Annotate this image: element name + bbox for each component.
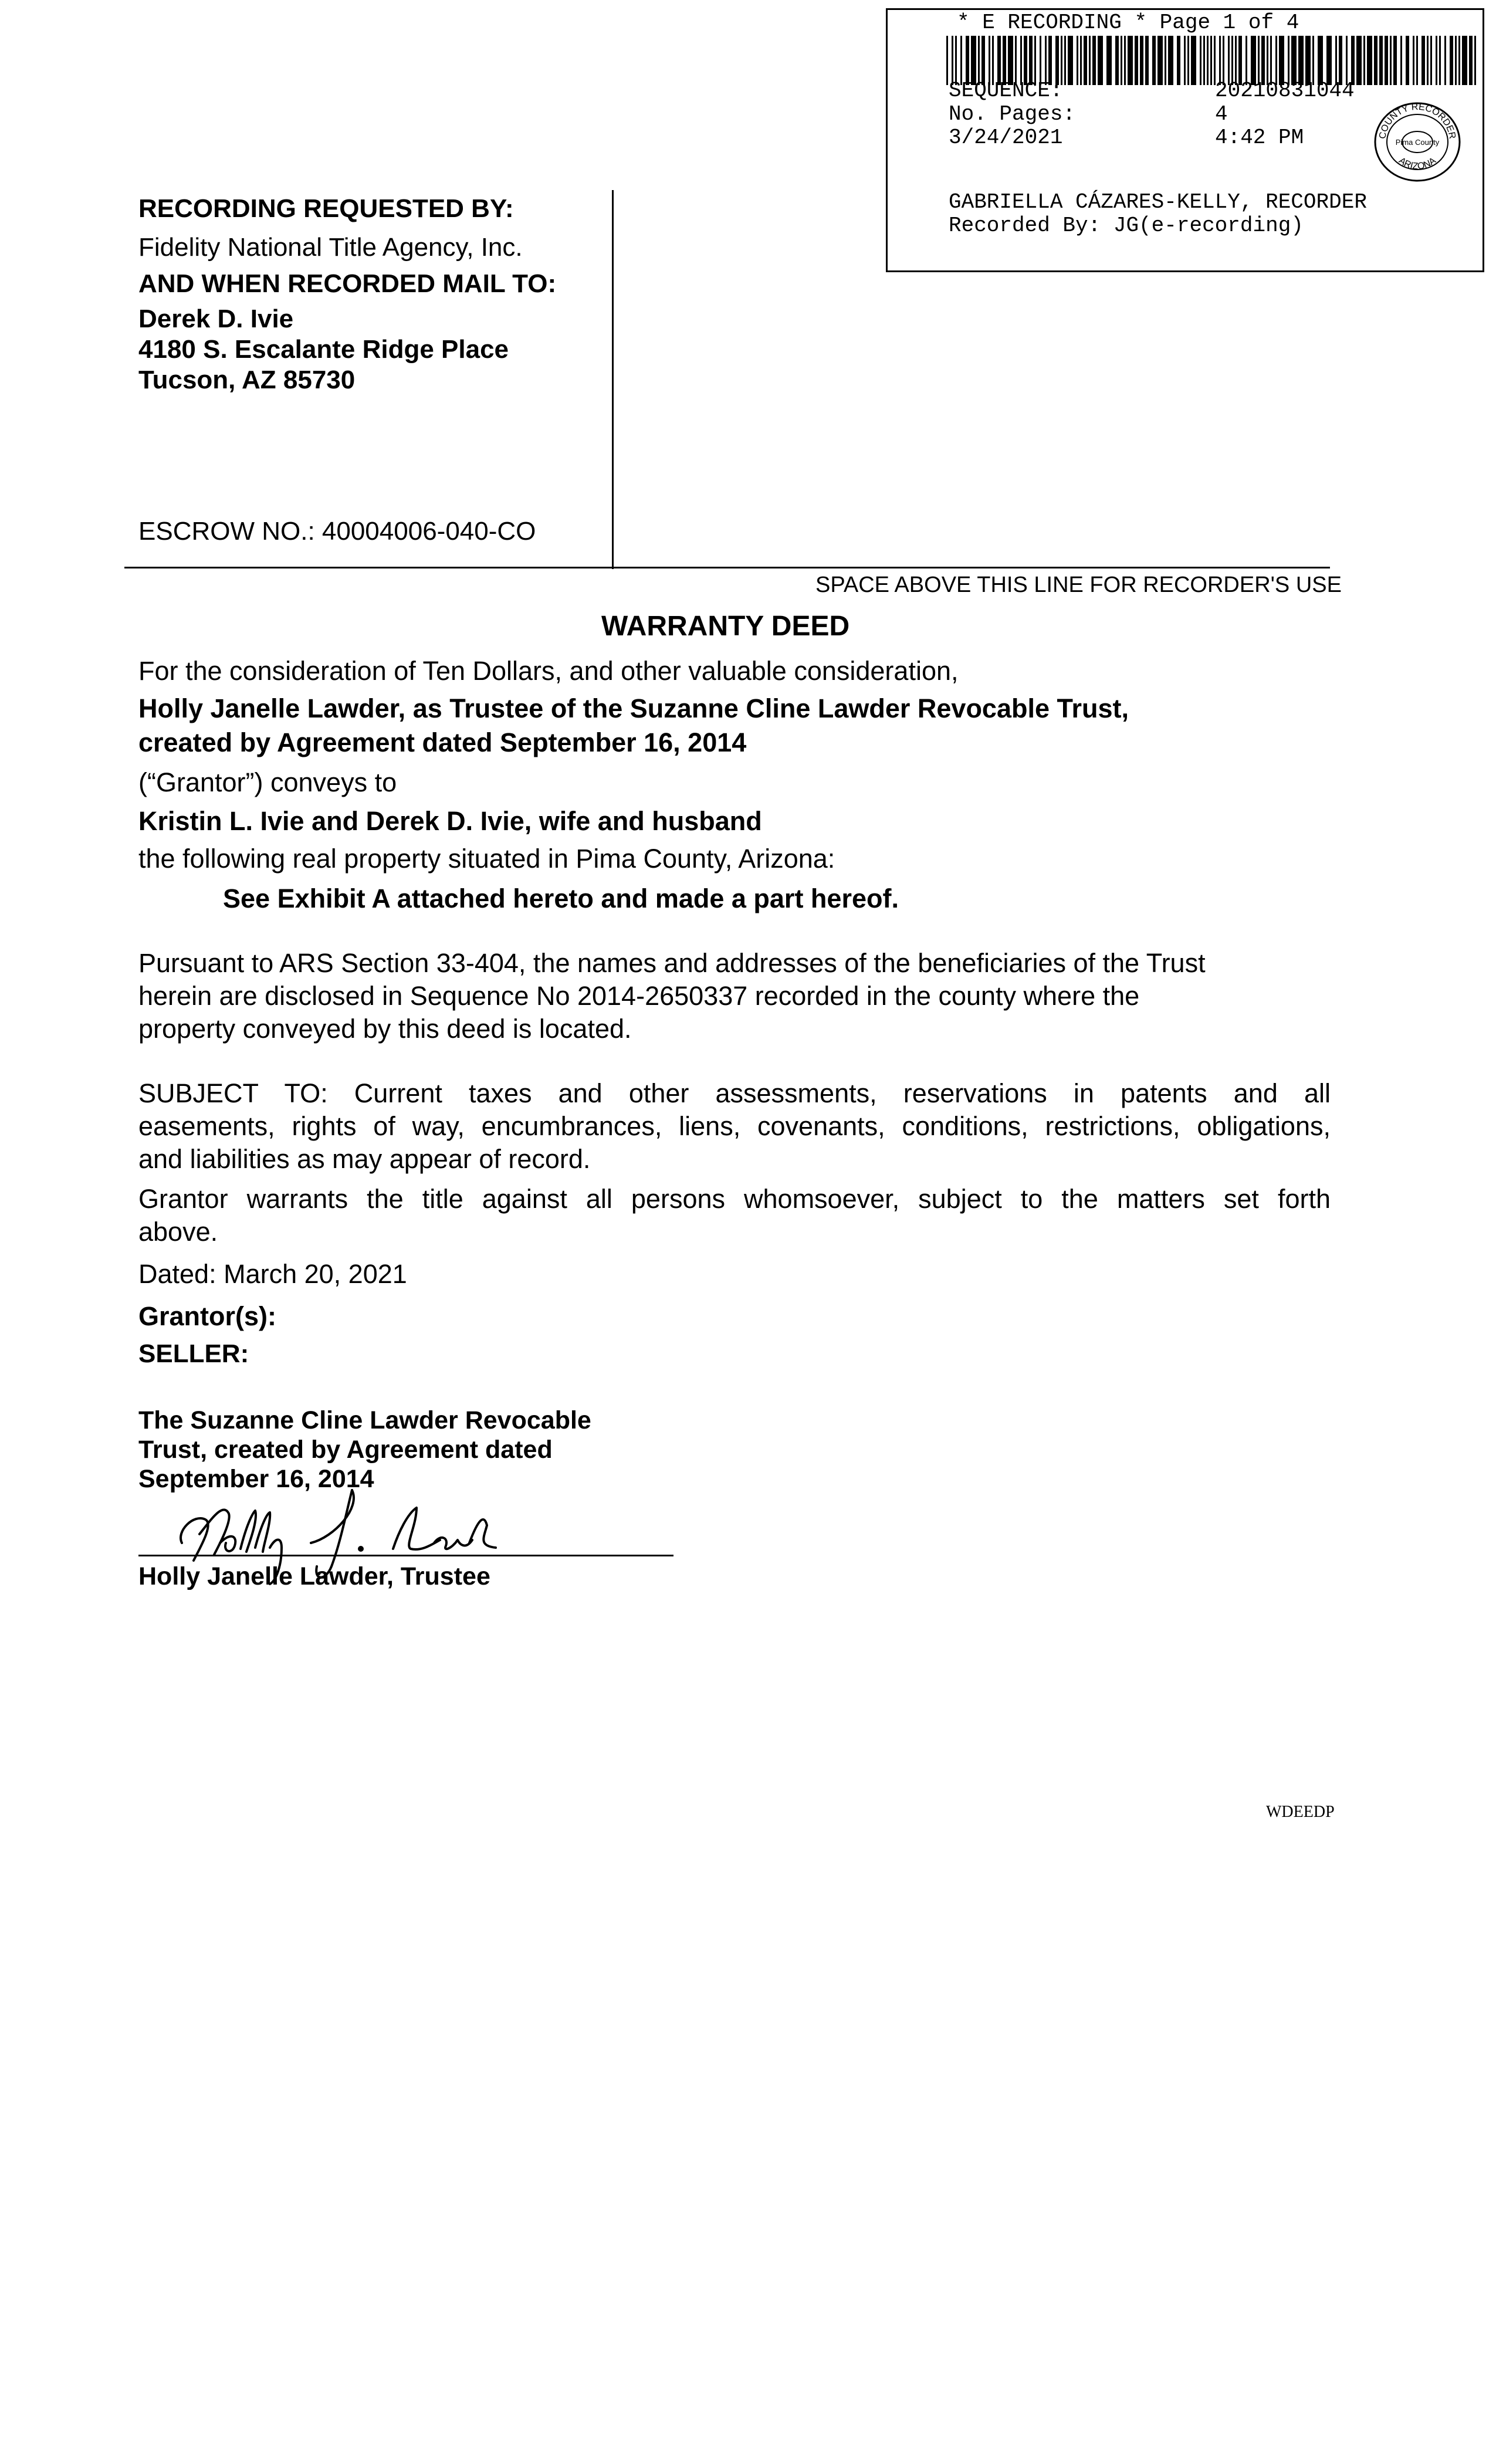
dated-line: Dated: March 20, 2021	[138, 1259, 407, 1289]
grantors-label: Grantor(s):	[138, 1301, 276, 1331]
svg-text:ARIZONA: ARIZONA	[1397, 155, 1438, 172]
form-code: WDEEDP	[1266, 1803, 1335, 1821]
requested-by-label: RECORDING REQUESTED BY:	[138, 194, 514, 223]
mail-to-label: AND WHEN RECORDED MAIL TO:	[138, 269, 557, 298]
sequence-value: 20210831044	[1215, 79, 1355, 103]
subject-to-line3: and liabilities as may appear of record.	[138, 1144, 591, 1174]
ars-line1: Pursuant to ARS Section 33-404, the names and addresses of the beneficiaries of the Trust	[138, 948, 1206, 978]
recorder-stamp	[886, 8, 1484, 272]
ars-line3: property conveyed by this deed is located.	[138, 1014, 632, 1044]
trust-name-line3: September 16, 2014	[138, 1465, 374, 1493]
consideration-text: For the consideration of Ten Dollars, and other valuable consideration,	[138, 656, 959, 686]
grantee-names: Kristin L. Ivie and Derek D. Ivie, wife and husband	[138, 806, 762, 836]
county-seal-icon	[1368, 98, 1467, 186]
recorded-by: Recorded By: JG(e-recording)	[949, 214, 1304, 238]
warranty-line2: above.	[138, 1217, 218, 1247]
mail-city: Tucson, AZ 85730	[138, 365, 356, 394]
property-location: the following real property situated in Pima County, Arizona:	[138, 844, 835, 874]
header-divider-vertical	[612, 190, 614, 569]
svg-text:COUNTY RECORDER: COUNTY RECORDER	[1377, 101, 1457, 140]
pages-label: No. Pages:	[949, 102, 1076, 126]
conveys-text: (“Grantor”) conveys to	[138, 767, 397, 797]
signatory-name: Holly Janelle Lawder, Trustee	[138, 1562, 490, 1590]
trust-name-line1: The Suzanne Cline Lawder Revocable	[138, 1406, 591, 1434]
recorder-use-note: SPACE ABOVE THIS LINE FOR RECORDER'S USE	[815, 573, 1342, 597]
seller-label: SELLER:	[138, 1339, 249, 1368]
barcode	[946, 36, 1478, 85]
signature-line	[138, 1555, 673, 1556]
document-title: WARRANTY DEED	[601, 611, 850, 642]
ars-line2: herein are disclosed in Sequence No 2014-2650337 recorded in the county where the	[138, 981, 1140, 1011]
record-date: 3/24/2021	[949, 126, 1063, 150]
mail-name: Derek D. Ivie	[138, 304, 294, 333]
sequence-label: SEQUENCE:	[949, 79, 1063, 103]
record-time: 4:42 PM	[1215, 126, 1304, 150]
svg-text:Pima County: Pima County	[1395, 138, 1440, 147]
trust-name-line2: Trust, created by Agreement dated	[138, 1436, 553, 1464]
stamp-header: * E RECORDING * Page 1 of 4	[957, 11, 1299, 35]
requested-by: Fidelity National Title Agency, Inc.	[138, 233, 523, 262]
grantor-name-line1: Holly Janelle Lawder, as Trustee of the Suzanne Cline Lawder Revocable Trust,	[138, 693, 1129, 723]
grantor-name-line2: created by Agreement dated September 16, 2014	[138, 727, 747, 757]
escrow-number: ESCROW NO.: 40004006-040-CO	[138, 517, 536, 546]
subject-to-line2: easements, rights of way, encumbrances, liens, covenants, conditions, restrictions, obligations,	[138, 1111, 1331, 1141]
pages-value: 4	[1215, 102, 1228, 126]
recorder-space-line	[124, 567, 1330, 568]
mail-street: 4180 S. Escalante Ridge Place	[138, 335, 509, 364]
subject-to-line1: SUBJECT TO: Current taxes and other assessments, reservations in patents and all	[138, 1078, 1331, 1108]
exhibit-reference: See Exhibit A attached hereto and made a part hereof.	[223, 884, 899, 913]
recorder-name: GABRIELLA CÁZARES-KELLY, RECORDER	[949, 190, 1367, 214]
warranty-line1: Grantor warrants the title against all persons whomsoever, subject to the matters set forth	[138, 1184, 1331, 1214]
